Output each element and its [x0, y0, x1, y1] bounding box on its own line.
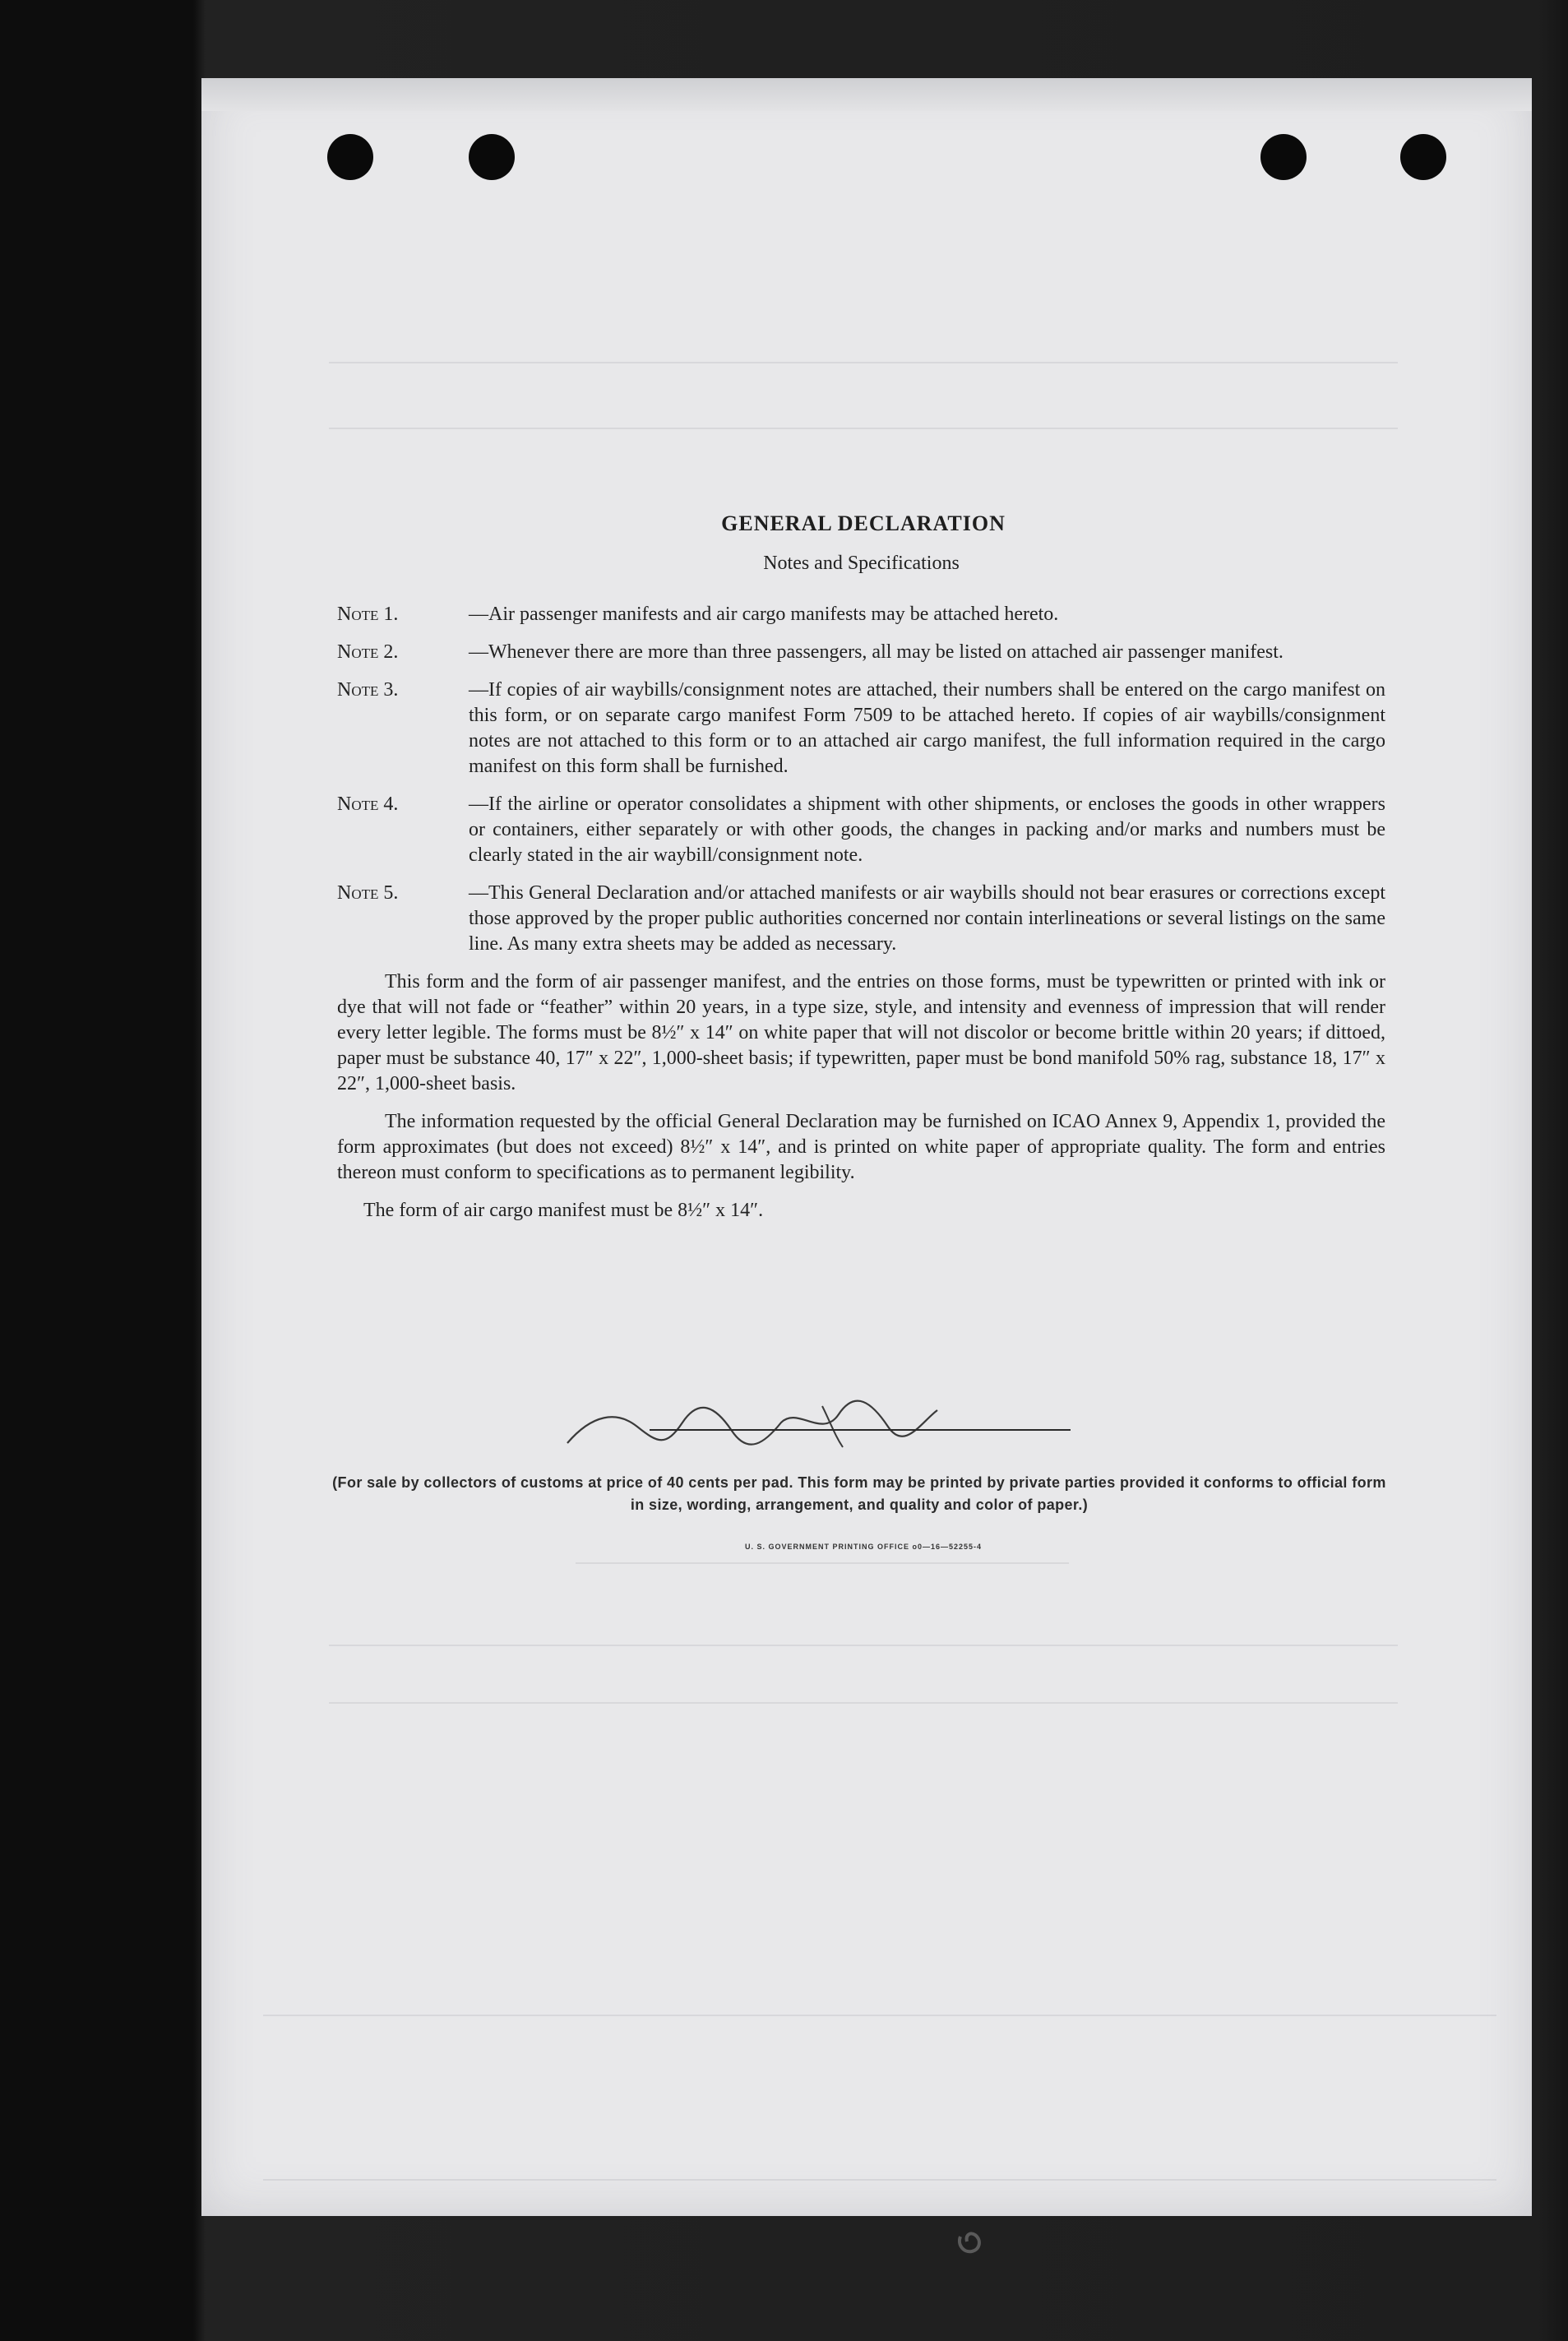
note-1: [337, 602, 1385, 627]
note-text: —Air passenger manifests and air cargo manifests may be attached hereto.: [469, 604, 1059, 625]
note-2: [337, 640, 1385, 665]
note-label: Note 1.: [337, 604, 399, 625]
notes-section: [337, 602, 1385, 1224]
paragraph-cargo-size: The form of air cargo manifest must be 8½″ x 14″.: [363, 1200, 764, 1221]
note-text: —If copies of air waybills/consignment notes are attached, their numbers shall be entered on the cargo manifest on this form, or on separate cargo manifest Form 7509 to be attached hereto. If copies of air waybills/consignment notes are not attached to this form or to an attached air cargo manifest, the full information required in the cargo manifest on this form shall be furnished.: [469, 679, 1385, 777]
note-label: Note 4.: [337, 793, 399, 815]
punch-hole-1: [327, 134, 373, 180]
note-3: [337, 678, 1385, 780]
signature-line: [650, 1429, 1071, 1431]
punch-hole-2: [469, 134, 515, 180]
printer-imprint: U. S. GOVERNMENT PRINTING OFFICE o0—16—52255-4: [744, 1543, 983, 1551]
paragraph-print-requirements: This form and the form of air passenger manifest, and the entries on those forms, must be typewritten or printed with ink or dye that will not fade or “feather” within 20 years, in a type size, style, and intensity and evenness of impression that will render every letter legible. The forms must be 8½″ x 14″ on white paper that will not discolor or become brittle within 20 years; if dittoed, paper must be substance 40, 17″ x 22″, 1,000-sheet basis; if typewritten, paper must be bond manifold 50% rag, substance 18, 17″ x 22″, 1,000-sheet basis.: [337, 971, 1385, 1094]
signature-scribble: [559, 1398, 946, 1455]
note-label: Note 3.: [337, 679, 399, 701]
note-text: —If the airline or operator consolidates a shipment with other shipments, or encloses the goods in other wrappers or containers, either separately or with other goods, the changes in packing and/or marks and numbers must be clearly stated in the air waybill/consignment note.: [469, 793, 1385, 866]
page-title: GENERAL DECLARATION: [721, 511, 1006, 535]
note-5: [337, 881, 1385, 957]
note-4: [337, 792, 1385, 868]
note-label: Note 2.: [337, 641, 399, 663]
paragraph-icao: The information requested by the official General Declaration may be furnished on ICAO Annex 9, Appendix 1, provided the form approximates (but does not exceed) 8½″ x 14″, and is printed on white paper of appropriate quality. The form and entries thereon must conform to specifications as to permanent legibility.: [337, 1111, 1385, 1183]
note-label: Note 5.: [337, 882, 399, 904]
stray-mark-icon: [954, 2228, 987, 2258]
page-subtitle: Notes and Specifications: [763, 553, 960, 574]
note-text: —Whenever there are more than three passengers, all may be listed on attached air passenger manifest.: [469, 641, 1284, 663]
sale-notice: (For sale by collectors of customs at price of 40 cents per pad. This form may be printed by private parties provided it conforms to official form in size, wording, arrangement, and quality and color of paper.): [332, 1474, 1386, 1513]
punch-hole-3: [1260, 134, 1307, 180]
punch-hole-4: [1400, 134, 1446, 180]
page-top-edge: [201, 78, 1532, 111]
note-text: —This General Declaration and/or attached manifests or air waybills should not bear erasures or corrections except those approved by the proper public authorities concerned nor contain interlineations or several listings on the same line. As many extra sheets may be added as necessary.: [469, 882, 1385, 955]
